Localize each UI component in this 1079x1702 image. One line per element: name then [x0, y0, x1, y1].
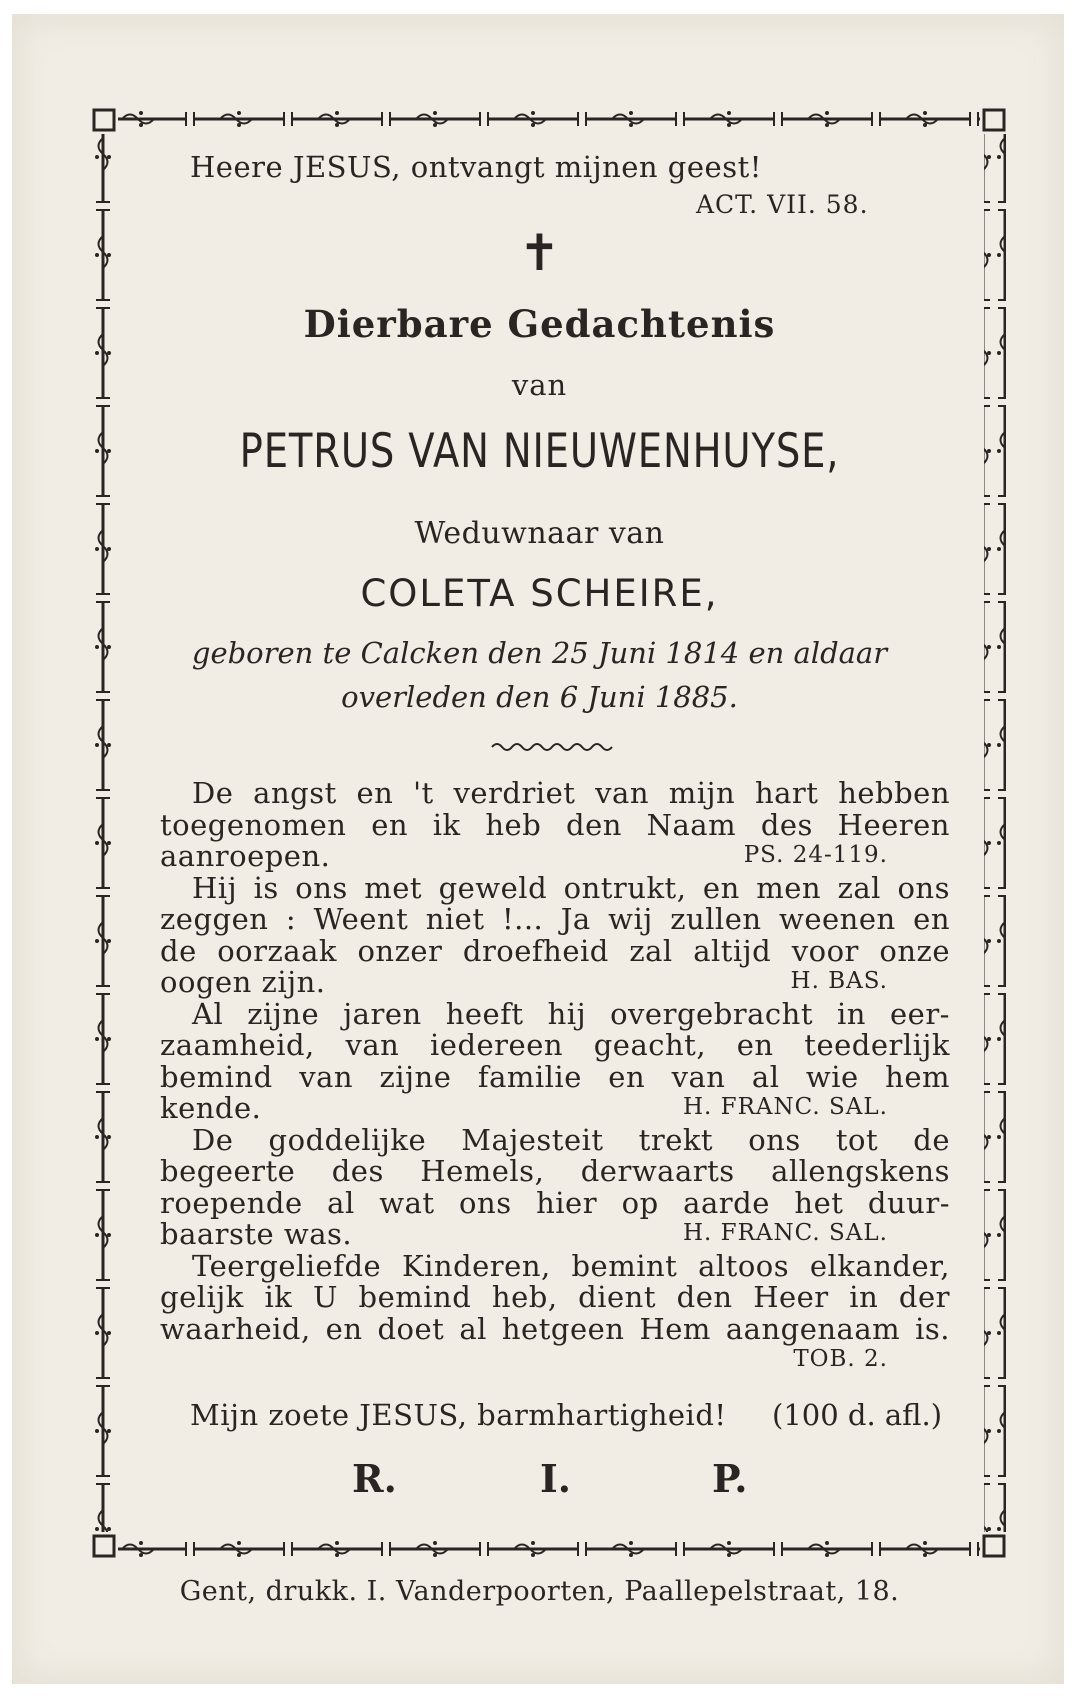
- scripture-reference: H. FRANC. SAL.: [682, 1094, 888, 1120]
- body-line: oogen zijn.: [160, 965, 326, 999]
- body-line: De goddelijke Majesteit trekt ons tot de: [192, 1122, 950, 1157]
- body-line: zaamheid, van iedereen geacht, en teederlijk: [160, 1028, 950, 1062]
- body-line: waarheid, en doet al hetgeen Hem aangenaam is.: [160, 1311, 950, 1346]
- scripture-reference: TOB. 2.: [793, 1346, 888, 1372]
- spouse-name: COLETA SCHEIRE,: [360, 572, 719, 615]
- body-line: Al zijne jaren heeft hij overgebracht in eer-: [192, 996, 950, 1031]
- body-line: toegenomen en ik heb den Naam des Heeren: [160, 807, 950, 842]
- body-line: zeggen : Weent niet !... Ja wij zullen weenen en: [160, 902, 950, 936]
- body-line: begeerte des Hemels, derwaarts allengskens: [160, 1154, 950, 1188]
- scripture-reference: H. FRANC. SAL.: [682, 1220, 888, 1246]
- header-quote: Heere JESUS, ontvangt mijnen geest!: [190, 150, 762, 184]
- rip-p: P.: [712, 1456, 748, 1501]
- scripture-reference: PS. 24-119.: [743, 842, 888, 868]
- scripture-reference: H. BAS.: [790, 968, 888, 994]
- closing-prayer: Mijn zoete JESUS, barmhartigheid!: [190, 1398, 727, 1432]
- card-title: Dierbare Gedachtenis: [303, 302, 776, 346]
- body-line: kende.: [160, 1091, 262, 1125]
- van-label: van: [511, 368, 568, 402]
- body-line: baarste was.: [160, 1217, 353, 1251]
- header-quote-ref: ACT. VII. 58.: [696, 190, 869, 219]
- widower-label: Weduwnaar van: [414, 516, 665, 551]
- body-line: de oorzaak onzer droefheid zal altijd voor onze: [160, 933, 950, 968]
- body-line: roepende al wat ons hier op aarde het duur-: [160, 1185, 950, 1220]
- rip-i: I.: [540, 1456, 572, 1501]
- indulgence-note: (100 d. afl.): [772, 1398, 943, 1432]
- body-line: De angst en 't verdriet van mijn hart hebben: [192, 776, 950, 810]
- body-line: Hij is ons met geweld ontrukt, en men zal ons: [192, 870, 950, 905]
- rip-r: R.: [352, 1456, 397, 1501]
- birth-line: geboren te Calcken den 25 Juni 1814 en aldaar: [191, 636, 888, 670]
- cross-icon: ✝: [518, 224, 561, 282]
- death-line: overleden den 6 Juni 1885.: [341, 680, 738, 714]
- body-line: gelijk ik U bemind heb, dient den Heer in der: [160, 1280, 950, 1314]
- printer-line: Gent, drukk. I. Vanderpoorten, Paallepelstraat, 18.: [179, 1576, 900, 1607]
- body-line: Teergeliefde Kinderen, bemint altoos elkander,: [192, 1248, 950, 1283]
- body-line: bemind van zijne familie en van al wie hem: [160, 1059, 950, 1094]
- body-line: aanroepen.: [160, 839, 331, 873]
- deceased-name: PETRUS VAN NIEUWENHUYSE,: [239, 424, 840, 479]
- divider-squiggle: [490, 740, 620, 754]
